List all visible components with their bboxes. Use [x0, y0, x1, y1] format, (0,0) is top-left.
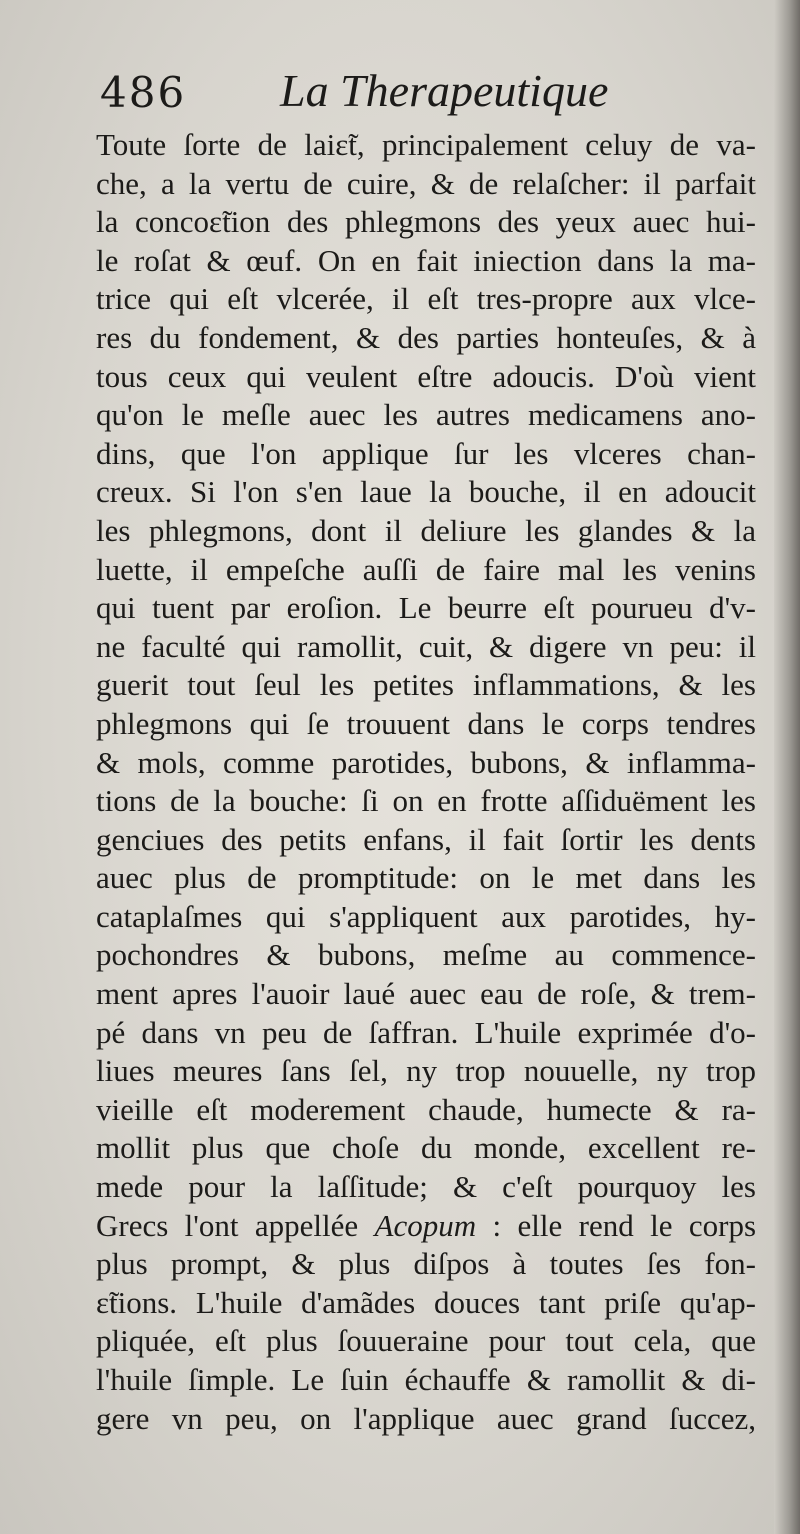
text-line: le roſat & œuf. On en fait iniection dans la ma-	[96, 242, 756, 278]
text-line: Toute ſorte de laiɛ̃t, principalement celuy de va-	[96, 127, 756, 162]
page-gutter-shadow	[774, 0, 800, 1534]
text-line: che, a la vertu de cuire, & de relaſcher: il parfait	[96, 165, 756, 201]
text-line: auec plus de promptitude: on le met dans les	[96, 860, 756, 896]
text-line: pé dans vn peu de ſaffran. L'huile exprimée d'o-	[96, 1014, 756, 1050]
text-line: ne faculté qui ramollit, cuit, & digere vn peu: il	[96, 628, 756, 664]
text-line: trice qui eſt vlcerée, il eſt tres-propre aux vlce-	[96, 281, 756, 317]
running-title: La Therapeutique	[280, 65, 609, 116]
text-line: dins, que l'on applique ſur les vlceres chan-	[96, 435, 756, 471]
text-segment: Grecs l'ont appellée	[96, 1207, 359, 1243]
body-text	[96, 126, 756, 1438]
text-line: la concoɛ̃tion des phlegmons des yeux auec hui-	[96, 204, 756, 240]
text-line: qui tuent par eroſion. Le beurre eſt pourueu d'v-	[96, 590, 756, 626]
text-line: mede pour la laſſitude; & c'eſt pourquoy les	[96, 1169, 756, 1205]
text-line: genciues des petits enfans, il fait ſortir les dents	[96, 821, 756, 857]
text-line: creux. Si l'on s'en laue la bouche, il en adoucit	[96, 474, 756, 510]
text-line: mollit plus que choſe du monde, excellent re-	[96, 1130, 756, 1166]
text-line: tous ceux qui veulent eſtre adoucis. D'où vient	[96, 358, 756, 394]
text-line: & mols, comme parotides, bubons, & inflamma-	[96, 744, 756, 780]
text-line: cataplaſmes qui s'appliquent aux parotides, hy-	[96, 898, 756, 934]
text-line	[96, 1207, 756, 1246]
page-number: 486	[100, 68, 187, 117]
text-line: ɛ̃tions. L'huile d'amãdes douces tant priſe qu'ap-	[96, 1284, 756, 1320]
text-line: res du fondement, & des parties honteuſes, & à	[96, 319, 756, 355]
italic-term: Acopum	[374, 1207, 477, 1243]
text-line: gere vn peu, on l'applique auec grand ſuccez,	[96, 1400, 756, 1436]
text-segment: : elle rend le corps	[492, 1207, 756, 1243]
text-line: liues meures ſans ſel, ny trop nouuelle, ny trop	[96, 1053, 756, 1089]
text-line: pochondres & bubons, meſme au commence-	[96, 937, 756, 973]
page-header	[100, 60, 760, 130]
text-line: les phlegmons, dont il deliure les glandes & la	[96, 512, 756, 548]
text-line: plus prompt, & plus diſpos à toutes ſes fon-	[96, 1246, 756, 1282]
text-line: phlegmons qui ſe trouuent dans le corps tendres	[96, 705, 756, 741]
text-line: vieille eſt moderement chaude, humecte & ra-	[96, 1091, 756, 1127]
text-line: l'huile ſimple. Le ſuin échauffe & ramollit & di-	[96, 1362, 756, 1397]
text-line: qu'on le meſle auec les autres medicamens ano-	[96, 397, 756, 433]
text-line: tions de la bouche: ſi on en frotte aſſiduëment les	[96, 783, 756, 819]
text-line: luette, il empeſche auſſi de faire mal les venins	[96, 551, 756, 587]
text-line: guerit tout ſeul les petites inflammations, & les	[96, 667, 756, 703]
text-line: ment apres l'auoir laué auec eau de roſe, & trem-	[96, 976, 756, 1012]
text-line: pliquée, eſt plus ſouueraine pour tout cela, que	[96, 1323, 756, 1359]
